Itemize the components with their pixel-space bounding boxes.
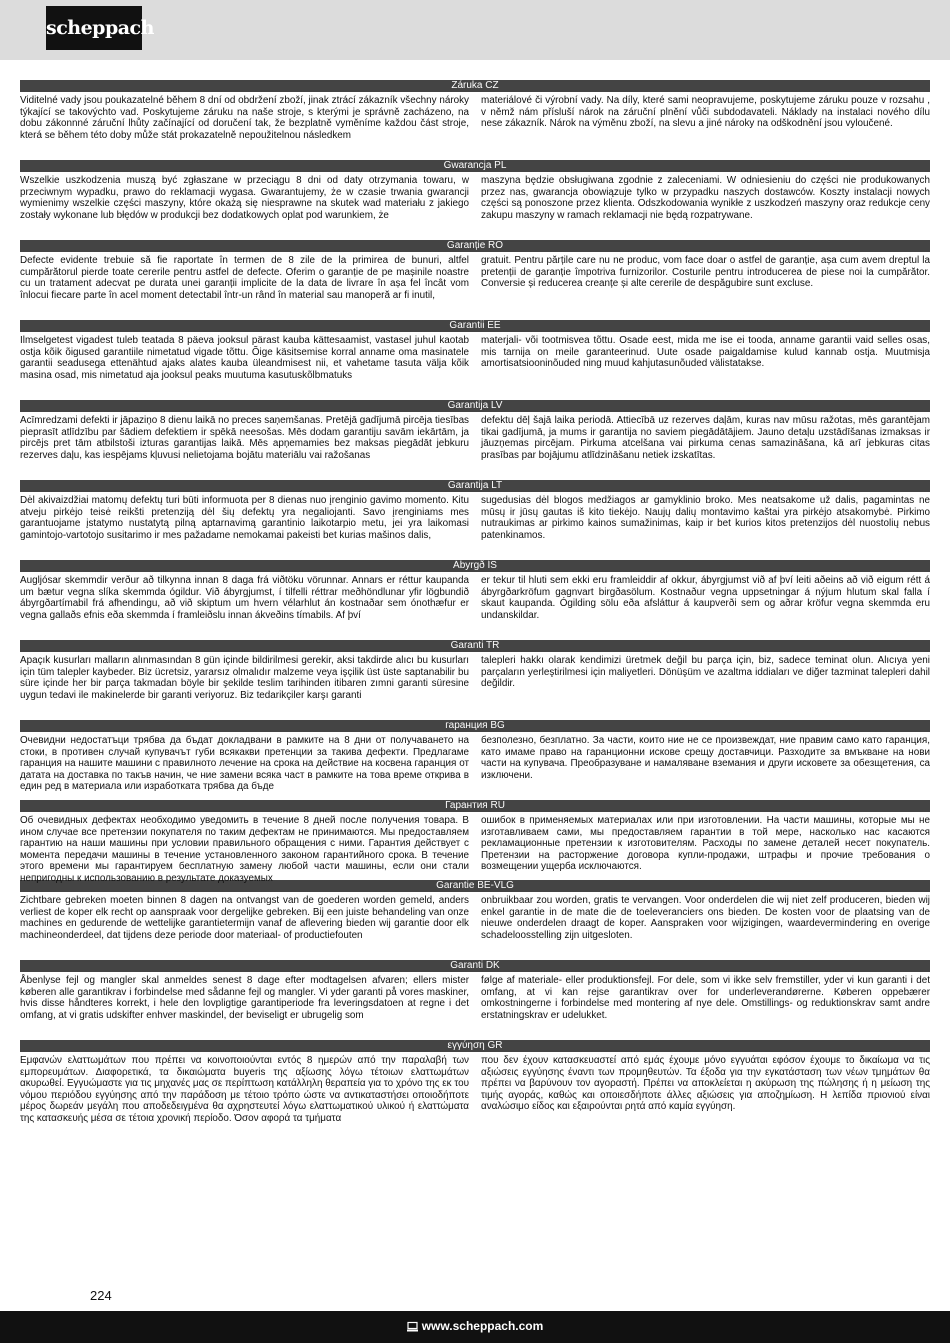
section-text-right: onbruikbaar zou worden, gratis te vervangen. Voor onderdelen die wij niet zelf produceren, bieden wij enkel garantie in de mate die de toeleveranciers ons bieden. De kosten voor de plaatsing van de nieuwe onderdelen draagt de koper. Aanspraken voor wijzigingen, waardevermindering en overige schadeloosstelling zijn uitgesloten. <box>481 895 930 941</box>
section-lv <box>20 400 930 473</box>
section-text-left: Acīmredzami defekti ir jāpaziņo 8 dienu laikā no preces saņemšanas. Pretējā gadījumā pircēja tiesības pieprasīt atlīdzību par šādiem defektiem ir spēkā neesošas. Mēs dodam garantiju savām iekārtām, ja pircējs pret tām atbilstoši izturas garantijas laikā. Mēs apņemamies bez maksas piegādāt jebkuru rezerves daļu, kas iespējams kļuvusi nelietojama bojātu materiālu vai ražošanas <box>20 415 469 461</box>
section-text-left: Очевидни недостатъци трябва да бъдат докладвани в рамките на 8 дни от получаването на стоки, в противен случай купувачът губи всякакви претенции за такива дефекти. Предлагаме гаранция на нашите машини с правилното лечение на срока на действие на косвена гаранция от датата на доставка по такъв начин, че ние замени всяка част в рамките на това време откривa в един ред в материала или изработката трябва да бъде <box>20 735 469 793</box>
section-tr <box>20 640 930 713</box>
section-text-left: Defecte evidente trebuie să fie raportate în termen de 8 zile de la primirea de bunuri, altfel cumpărătorul pierde toate cererile pentru astfel de defecte. Oferim o garanție de pe mașinile noastre cu un tratament adecvat pe durata unei garanții implicite de la data de livrare în așa fel încât vom înlocui fiecare parte în acel moment detectabil într-un rând în material sau manoperă ar fi inutil, <box>20 255 469 301</box>
section-text-right: безполезно, безплатно. За части, които ние не се произвеждат, ние правим само като гаранция, като имаме право на гаранционни искове срещу доставчици. Разходите за вмъкване на нови части на купувача. Преобразуване и намаляване вземания и други исковете за обезщетения, са изключени. <box>481 735 930 781</box>
scheppach-logo: scheppach <box>46 6 142 50</box>
section-title: Garanti TR <box>20 640 930 652</box>
section-title: Ábyrgð ÍS <box>20 560 930 572</box>
section-text-right: er tekur til hluti sem ekki eru framleiddir af okkur, ábyrgjumst við af því leiti aðeins að við eigum rétt á ábyrgðarkröfum gagnvart birgðasölum. Kostnaður vegna uppsetningar á nýjum hlutum skal falla í skaut kaupanda. Ógilding sölu eða afsláttur á kaupverði sem og aðrar kröfur vegna skemmda eru undanskildar. <box>481 575 930 621</box>
section-ro <box>20 240 930 313</box>
section-gr <box>20 1040 930 1124</box>
section-text-right: følge af materiale- eller produktionsfejl. For dele, som vi ikke selv fremstiller, yder vi kun garanti i det omfang, at vi kan rejse garantikrav over for underleverandørerne. Køberen oppebærer omkostningerne i forbindelse med montering af nye dele. Omstillings- og reduktionskrav samt andre erstatningskrav er udelukket. <box>481 975 930 1021</box>
section-title: Garantie BE-VLG <box>20 880 930 892</box>
section-ru <box>20 800 930 884</box>
section-title: гаранция BG <box>20 720 930 732</box>
section-text-left: Åbenlyse fejl og mangler skal anmeldes senest 8 dage efter modtagelsen afvaren; ellers mister køberen alle garantikrav i forbindelse med sådanne fejl og mangler. Vi yder garanti på vores maskiner, hvis disse håndteres korrekt, i hele den lovpligtige garantiperiode fra leveringsdatoen at regne i det omfang, at vi gratis udskifter enhver maskindel, der beviseligt er ubrugelig som <box>20 975 469 1021</box>
section-text-right: maszyna będzie obsługiwana zgodnie z zaleceniami. W odniesieniu do części nie produkowanych przez nas, gwarancja obowiązuje tylko w przypadku naszych dostawców. Koszty instalacji nowych części są ponoszone przez klienta. Odszkodowania wynikłe z uszkodzeń maszyny oraz redukcje ceny zakupu maszyny w ramach reklamacji nie będą rozpatrywane. <box>481 175 930 221</box>
footer-bar <box>0 1311 950 1343</box>
section-text-left: Viditelné vady jsou poukazatelné během 8 dní od obdržení zboží, jinak ztrácí zákazník všechny nároky týkající se takovýchto vad. Poskytujeme záruku na naše stroje, s kterými je správně zacházeno, na dobu zákonnné záruční lhůty začínající od doručení tak, že bezplatně vyměníme každou část stroje, která se během této doby může stát prokazatelně nepoužitelnou následkem <box>20 95 469 141</box>
section-text-left: Augljósar skemmdir verður að tilkynna innan 8 daga frá viðtöku vörunnar. Annars er réttur kaupanda um bætur vegna slíka skemmda ógildur. Við ábyrgjumst, í tilfelli réttrar meðhöndlunar yfir lögbundið ábyrgðartímabil frá afhendingu, að við skiptum um hvern vélarhlut án kostnaðar sem ónothæfur er vegna gallaðs efnis eða skemmda í framleiðslu innan ákveðins tímabils. Af því <box>20 575 469 621</box>
section-title: Garantii EE <box>20 320 930 332</box>
section-text-left: Εμφανών ελαττωμάτων που πρέπει να κοινοποιούνται εντός 8 ημερών από την παραλαβή των εμπορευμάτων. Διαφορετικά, τα δικαιώματα buyeris της αξίωσης λόγω τέτοιων ελαττωμάτων ακυρωθεί. Εγγυώμαστε για τις μηχανές μας σε περίπτωση κατάλληλη θεραπεία για το χρόνο της εκ του νόμου περιόδου εγγύησης από την παράδοση με τέτοιο τρόπο ώστε να αντικαταστήσει οποιοδήποτε μέρος δωρεάν μεγάλη που αποδεδειγμένα θα αχρηστευτεί λόγω ελαττωματικού υλικού ή ελαττώματα της κατασκευής μέσα σε τέτοια χρονική περίοδο. Όσον αφορά τα τμήματα <box>20 1055 469 1124</box>
section-text-left: Ilmselgetest vigadest tuleb teatada 8 päeva jooksul pärast kauba kättesaamist, vastasel juhul kaotab ostja kõik õigused garantiile nimetatud vigade tõttu. Õige käsitsemise korral anname oma masinatele garantii seadusega ettenähtud ajaks alates kauba üleandmisest nii, et vahetame tasuta välja kõik masina osad, mis nimetatud aja jooksul peaks muutuma kasutuskõlbmatuks <box>20 335 469 381</box>
section-title: Garantija LV <box>20 400 930 412</box>
section-ee <box>20 320 930 393</box>
computer-icon <box>407 1319 422 1333</box>
section-pl <box>20 160 930 233</box>
section-text-right: materjali- või tootmisvea tõttu. Osade eest, mida me ise ei tooda, anname garantii vaid selles osas, mis tarnija on meile garanteerinud. Uute osade paigaldamise kulud kannab ostja. Muutmisja amortisatsiooninõuded ning muud kahjutasunõuded välistatakse. <box>481 335 930 370</box>
warranty-sections <box>20 80 930 1124</box>
section-text-left: Wszelkie uszkodzenia muszą być zgłaszane w przeciągu 8 dni od daty otrzymania towaru, w przeciwnym wypadku, prawo do reklamacji wygasa. Gwarantujemy, że w czasie trwania gwarancji wymienimy wszelkie części maszyny, które okażą się niesprawne na skutek wad materiału z jakiego zostały wykonane lub błędów w produkcji bez dodatkowych oplat pod warunkiem, że <box>20 175 469 221</box>
section-text-left: Dėl akivaizdžiai matomų defektų turi būti informuota per 8 dienas nuo įrenginio gavimo momento. Kitu atveju pirkėjo teisė reikšti pretenziją dėl šių defektų yra negaliojanti. Savo įrenginiams mes garantuojame įstatymo nustatytą pilną aptarnavimą garantinio laikotarpio metu, jei yra laikomasi gamintojo-vartotojo susitarimo ir mes pažadame nemokamai pakeisti bet kurias mašinos dalis, <box>20 495 469 541</box>
section-title: εγγύηση GR <box>20 1040 930 1052</box>
section-title: Garanție RO <box>20 240 930 252</box>
section-text-left: Zichtbare gebreken moeten binnen 8 dagen na ontvangst van de goederen worden gemeld, anders verliest de koper elk recht op aanspraak voor dergelijke gebreken. Bij een juiste behandeling van onze machines en gedurende de wettelijke garantietermijn vanaf de aflevering bieden wij garantie door elk machineonderdeel, dat tijdens deze periode door materiaal- of productiefouten <box>20 895 469 941</box>
section-dk <box>20 960 930 1033</box>
section-text-right: που δεν έχουν κατασκευαστεί από εμάς έχουμε μόνο εγγυάται εφόσον έχουμε το δικαίωμα να τις αξιώσεις εγγύησης έναντι των προμηθευτών. Τα έξοδα για την εγκατάσταση των νέων τμημάτων θα πρέπει να βαρύνουν τον αγοραστή. Πρέπει να αποκλείεται η ακύρωση της πώλησης ή η μείωση της τιμής αγοράς, καθώς και οποιεσδήποτε άλλες αξιώσεις για αποζημίωση. Η λεπίδα πριονιού είναι αναλώσιμο είδος και εξαιρούνται ρητά από καμία εγγύηση. <box>481 1055 930 1113</box>
section-text-right: materiálové či výrobní vady. Na díly, které sami neopravujeme, poskytujeme záruku pouze v rozsahu , v němž nám přísluší nárok na záruční plnění vůči subdodavateli. Náklady na instalaci nového dílu nese zákazník. Nárok na výměnu zboží, na slevu a jiné nároky na odškodnění jsou vyloučené. <box>481 95 930 130</box>
section-title: Gwarancja PL <box>20 160 930 172</box>
section-title: Гарантия RU <box>20 800 930 812</box>
section-is <box>20 560 930 633</box>
section-bg <box>20 720 930 793</box>
section-text-right: talepleri hakkı olarak kendimizi üretmek değil bu parça için, biz, sadece teminat olun. Alıcıya yeni parçaların yerleştirilmesi için maliyetleri. Dönüşüm ve azaltma iddiaları ve diğer tazminat talepleri dahil değildir. <box>481 655 930 690</box>
page-number: 224 <box>90 1288 112 1303</box>
section-title: Záruka CZ <box>20 80 930 92</box>
section-lt <box>20 480 930 553</box>
website-link[interactable]: www.scheppach.com <box>421 1319 544 1333</box>
section-text-right: ошибок в применяемых материалах или при изготовлении. На части машины, которые мы не изготавливаем сами, мы предоставляем гарантии в той мере, насколько нас касаются рекламационные претензии к изготовителям. Расходы по замене деталей несет покупатель. Претензии на расторжение договора купли-продажи, штрафы и прочие требования о возмещении ущерба исключаются. <box>481 815 930 873</box>
section-text-left: Об очевидных дефектах необходимо уведомить в течение 8 дней после получения товара. В ином случае все претензии покупателя по таким дефектам не принимаются. Мы предоставляем гарантию на наши машины при условии правильного обращения с ними. Гарантия действует с момента передачи машины в течение установленного законом гарантийного срока. В течение этого времени мы гарантируем бесплатную замену любой части машины, если они стали непригодны к использованию в результате доказуемых <box>20 815 469 884</box>
section-text-right: defektu dēļ šajā laika periodā. Attiecībā uz rezerves daļām, kuras nav mūsu ražotas, mēs garantējam tikai gadījumā, ja mums ir garantija no saviem piegādātājiem. Jauno detaļu uzstādīšanas izmaksas ir jāuzņemas pircējam. Pirkuma atcelšana vai pirkuma cenas samazināšana, kā arī jebkuras citas prasības par bojājumu atlīdzināšanu netiek izskatītas. <box>481 415 930 461</box>
section-cz <box>20 80 930 153</box>
header-band <box>0 0 950 60</box>
section-text-right: gratuit. Pentru părțile care nu ne produc, vom face doar o astfel de garanție, așa cum avem dreptul la pretenții de garanție împotriva furnizorilor. Costurile pentru introducerea de piese noi la cumpărător. Conversie și reducerea creanțe și alte cererile de despăgubire sunt excluse. <box>481 255 930 290</box>
section-text-right: sugedusias dėl blogos medžiagos ar gamyklinio broko. Mes neatsakome už dalis, pagamintas ne mūsų ir jūsų gautas iš kito tiekėjo. Naujų dalių montavimo kaštai yra pirkėjo atsakomybė. Pirkimo nutraukimas ar pirkimo kainos sumažinimas, kaip ir bet kurios kitos pretenzijos dėl nuostolių nebus patenkinamos. <box>481 495 930 541</box>
section-be-vlg <box>20 880 930 953</box>
section-text-left: Apaçık kusurları malların alınmasından 8 gün içinde bildirilmesi gerekir, aksi takdirde alıcı bu kusurları için tüm talepler kaybeder. Biz ücretsiz, yararsız olmalıdır malzeme veya işçilik üst üste saptanabilir bu süre içinde her bir parça takmadan böyle bir şekilde teslim tarihinden itibaren zımni garanti süresine uygun tedavi ile makinelerde bir garanti veriyoruz. Biz tedarikçiler karşı garanti <box>20 655 469 701</box>
section-title: Garantija LT <box>20 480 930 492</box>
section-title: Garanti DK <box>20 960 930 972</box>
